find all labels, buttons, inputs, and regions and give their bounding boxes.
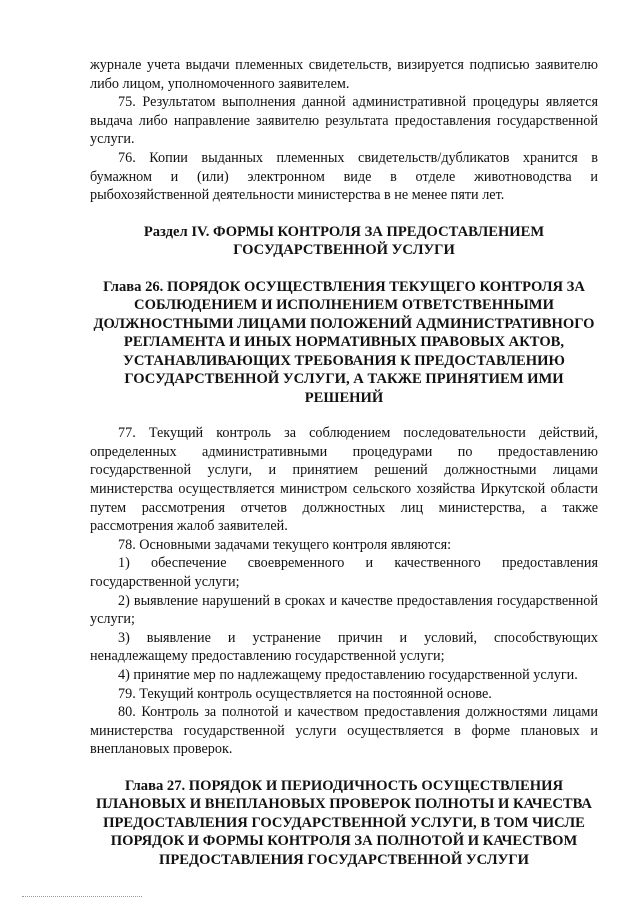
paragraph-78-item-2: 2) выявление нарушений в сроках и качестве предоставления государственной услуги; [90, 592, 598, 628]
footer-rule [22, 896, 142, 897]
paragraphs-chapter-26 [90, 424, 598, 759]
document-page [90, 56, 598, 869]
paragraphs-top [90, 56, 598, 205]
chapter-27-heading: Глава 27. ПОРЯДОК И ПЕРИОДИЧНОСТЬ ОСУЩЕСТВЛЕНИЯ ПЛАНОВЫХ И ВНЕПЛАНОВЫХ ПРОВЕРОК ПОЛНОТЫ И КАЧЕСТВА ПРЕДОСТАВЛЕНИЯ ГОСУДАРСТВЕННОЙ УСЛУГИ, В ТОМ ЧИСЛЕ ПОРЯДОК И ФОРМЫ КОНТРОЛЯ ЗА ПОЛНОТОЙ И КАЧЕСТВОМ ПРЕДОСТАВЛЕНИЯ ГОСУДАРСТВЕННОЙ УСЛУГИ [96, 777, 592, 868]
paragraph-79: 79. Текущий контроль осуществляется на постоянной основе. [118, 685, 492, 702]
paragraph-80: 80. Контроль за полнотой и качеством предоставления должностями лицами министерства государственной услуги осуществляется в форме плановых и внеплановых проверок. [90, 704, 598, 758]
paragraph-76: 76. Копии выданных племенных свидетельств/дубликатов хранится в бумажном и (или) электронном виде в отделе животноводства и рыбохозяйственной деятельности министерства в не менее пяти лет. [90, 149, 598, 204]
paragraph-78-item-4: 4) принятие мер по надлежащему предоставлению государственной услуги. [118, 666, 578, 683]
section-heading: Раздел IV. ФОРМЫ КОНТРОЛЯ ЗА ПРЕДОСТАВЛЕНИЕМ ГОСУДАРСТВЕННОЙ УСЛУГИ [143, 223, 545, 259]
paragraph-78-item-1: 1) обеспечение своевременного и качественного предоставления государственной услуги; [90, 555, 598, 590]
paragraph-78: 78. Основными задачами текущего контроля являются: [118, 536, 452, 553]
chapter-26-heading: Глава 26. ПОРЯДОК ОСУЩЕСТВЛЕНИЯ ТЕКУЩЕГО КОНТРОЛЯ ЗА СОБЛЮДЕНИЕМ И ИСПОЛНЕНИЕМ ОТВЕТСТВЕННЫМИ ДОЛЖНОСТНЫМИ ЛИЦАМИ ПОЛОЖЕНИЙ АДМИНИСТРАТИВНОГО РЕГЛАМЕНТА И ИНЫХ НОРМАТИВНЫХ ПРАВОВЫХ АКТОВ, УСТАНАВЛИВАЮЩИХ ТРЕБОВАНИЯ К ПРЕДОСТАВЛЕНИЮ ГОСУДАРСТВЕННОЙ УСЛУГИ, А ТАКЖЕ ПРИНЯТИЕМ ИМИ РЕШЕНИЙ [93, 278, 595, 406]
paragraph-75: 75. Результатом выполнения данной административной процедуры является выдача либо направление заявителю результата предоставления государственной услуги. [90, 94, 598, 148]
paragraph-continuation: журнале учета выдачи племенных свидетельств, визируется подписью заявителю либо лицом, уполномоченного заявителем. [90, 57, 598, 92]
paragraph-77: 77. Текущий контроль за соблюдением последовательности действий, определенных административными процедурами по предоставлению государственной услуги, и принятием решений должностными лицами министерства осуществляется министром сельского хозяйства Иркутской области путем рассмотрения отчетов должностных лиц министерства, а также рассмотрения жалоб заявителей. [90, 425, 598, 535]
paragraph-78-item-3: 3) выявление и устранение причин и условий, способствующих ненадлежащему предоставлению государственной услуги; [90, 629, 598, 665]
